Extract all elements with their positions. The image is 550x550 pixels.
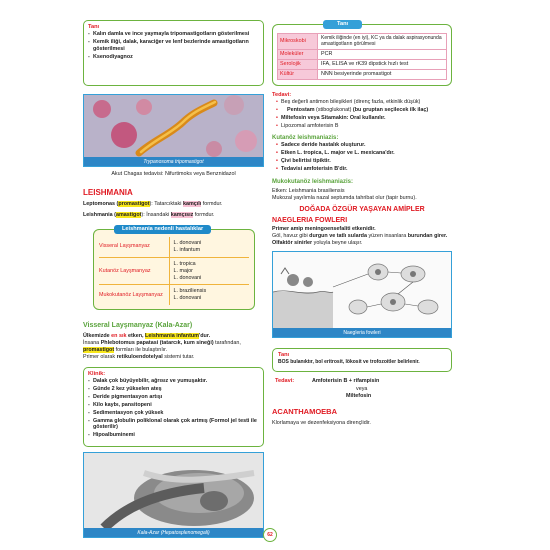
list-item: • Tedavisi amfoterisin B'dir.: [275, 166, 452, 173]
table-row: Kültür NNN besiyerinde promastigot: [278, 69, 447, 79]
visseral-title: Visseral Layşmanyaz (Kala-Azar): [83, 322, 193, 330]
kutanoz-list: [275, 142, 452, 173]
tani2-box: [272, 348, 452, 372]
kala-azar-photo: [83, 452, 264, 538]
list-item: - Kilo kaybı, pansitopeni: [88, 402, 259, 409]
photo-caption: Trypanosoma tripomastigot: [84, 157, 263, 167]
klinik-box-title: Klinik:: [88, 370, 106, 377]
list-item: • Beş değerli antimon bileşikleri (direnç fazla, etkinlik düşük): [275, 99, 452, 106]
kala-azar-image: [84, 453, 264, 528]
tani2-tag: Tanı: [278, 352, 290, 359]
tedavi2-label: Tedavi:: [275, 378, 295, 385]
chagas-text: Akut Chagas tedavisi: Nifurtimoks veya Benznidazol: [111, 171, 236, 177]
acanthamoeba-title: ACANTHAMOEBA: [272, 407, 337, 417]
list-item: - Gamma globulin poliklonal olarak çok artmış (Formol jel testi ile gösterilir): [88, 418, 259, 432]
list-item: - Kemik iliği, dalak, karaciğer ve lenf bezlerinde amastigotların gösterilmesi: [88, 39, 259, 53]
tedavi-title: Tedavi:: [272, 92, 292, 98]
tedavi2: [272, 378, 452, 404]
trypanosoma-photo: [83, 94, 264, 167]
tani-table-box: [272, 21, 452, 86]
mukokutanoz-title: Mukokutanöz leishmaniazis:: [272, 179, 354, 186]
tani-box-title: Tanı: [88, 24, 100, 30]
table-header: Leishmania nedenli hastalıklar: [114, 225, 211, 234]
photo-caption: Kala-Azar (Hepatosplenomegali): [84, 528, 263, 538]
list-item: • Miltefosin veya Sitamakin: Oral kullanılır.: [275, 115, 452, 122]
right-column: [272, 20, 452, 427]
leptomonas-line: Leptomonas (promastigot): Tatarcıktaki kamçılı formdur.: [83, 201, 223, 208]
tani-tag: Tanı: [323, 20, 362, 29]
list-item: • Pentostam (stiboglukonat) (bu gruptan seçilecek ilk ilaç): [275, 107, 452, 114]
tedavi2-line-3: Miltefosin: [346, 393, 372, 400]
table-row: Moleküler PCR: [278, 49, 447, 59]
table-row: Visseral Layşmanyaz L. donovani L. infantum: [99, 237, 249, 257]
list-item: • Etken L. tropica, L. major ve L. mexicana'dır.: [275, 150, 452, 157]
leishmania-line: Leishmania (amastigot): İnsandaki kamçısız formdur.: [83, 212, 215, 219]
naegleria-line-1: Primer amip meningoensefaliti etkenidir.: [272, 226, 376, 233]
kutanoz-title: Kutanöz leishmaniazis:: [272, 134, 339, 141]
list-item: - Ksenodiyagnoz: [88, 54, 259, 61]
list-item: - Dalak çok büyüyebilir, ağrısız ve yumuşaktır.: [88, 378, 259, 385]
acanthamoeba-text: Klorlamaya ve dezenfeksiyona dirençlidir.: [272, 419, 371, 426]
naegleria-diagram-image: [273, 252, 451, 328]
table-row: Mikroskobi Kemik iliğinde (en iyi), KC ya da dalak aspirasyonunda amastigotların görülmesi: [278, 34, 447, 50]
klinik-list: [88, 378, 259, 439]
trypanosoma-image: [84, 95, 264, 157]
amip-title: DOĞADA ÖZGÜR YAŞAYAN AMİPLER: [299, 205, 425, 213]
leishmania-title: LEISHMANIA: [83, 187, 133, 197]
list-item: - Hipoalbuminemi: [88, 432, 259, 439]
visseral-paragraph: Ülkemizde en sık etken, Leishmania infantum'dur. İnsana Phlebotomus papatasi (tatarcık, kum sineği) tarafından, promastigot formları ile bulaştırılır. Primer olarak retikuloendotelyal sistemi tutar.: [83, 333, 241, 360]
left-column: [83, 20, 264, 538]
leishmania-table: [93, 225, 255, 310]
table-row: Kutanöz Layşmanyaz L. tropica L. major L. donovani: [99, 257, 249, 285]
page-number: 62: [263, 528, 277, 542]
list-item: - Günde 2 kez yükselen ateş: [88, 386, 259, 393]
tedavi2-line-1: Amfoterisin B + rifampisin: [312, 378, 380, 385]
klinik-box: [83, 367, 264, 447]
naegleria-diagram: [272, 251, 452, 338]
tani-box: [83, 20, 264, 86]
muko-line-1: Etken: Leishmania brasiliensis: [272, 187, 345, 194]
list-item: • Sadece deride hastalık oluşturur.: [275, 142, 452, 149]
list-item: - Sedimentasyon çok yüksek: [88, 410, 259, 417]
list-item: • Çivi belirtisi tipiktir.: [275, 158, 452, 165]
list-item: • Lipozomal amfoterisin B: [275, 123, 452, 130]
diagram-caption: Naegleria fowleri: [273, 328, 451, 338]
naegleria-line-3: Olfaktör sinirler yoluyla beyne ulaşır.: [272, 240, 363, 247]
muko-line-2: Mukozal yayılımla nazal septumda tahribat olur (tapir burnu).: [272, 194, 417, 201]
table-row: Mukokutanöz Layşmanyaz L. braziliensis L. donovani: [99, 285, 249, 305]
tani-list: [88, 31, 259, 61]
naegleria-line-2: Göl, havuz gibi durgun ve tatlı sularda yüzen insanlara burundan girer.: [272, 233, 448, 240]
list-item: - Deride pigmentasyon artışı: [88, 394, 259, 401]
list-item: - Kalın damla ve ince yaymayla tripomastigotların gösterilmesi: [88, 31, 259, 38]
tani2-text: BOS bulanıktır, bol eritrosit, lökosit ve trofozoitler belirlenir.: [278, 359, 420, 366]
naegleria-title: NAEGLERIA FOWLERI: [272, 216, 348, 224]
tedavi-list: [275, 99, 452, 130]
tedavi2-line-2: veya: [356, 386, 368, 393]
table-row: Serolojik IFA, ELISA ve rK39 dipstick hızlı test: [278, 59, 447, 69]
